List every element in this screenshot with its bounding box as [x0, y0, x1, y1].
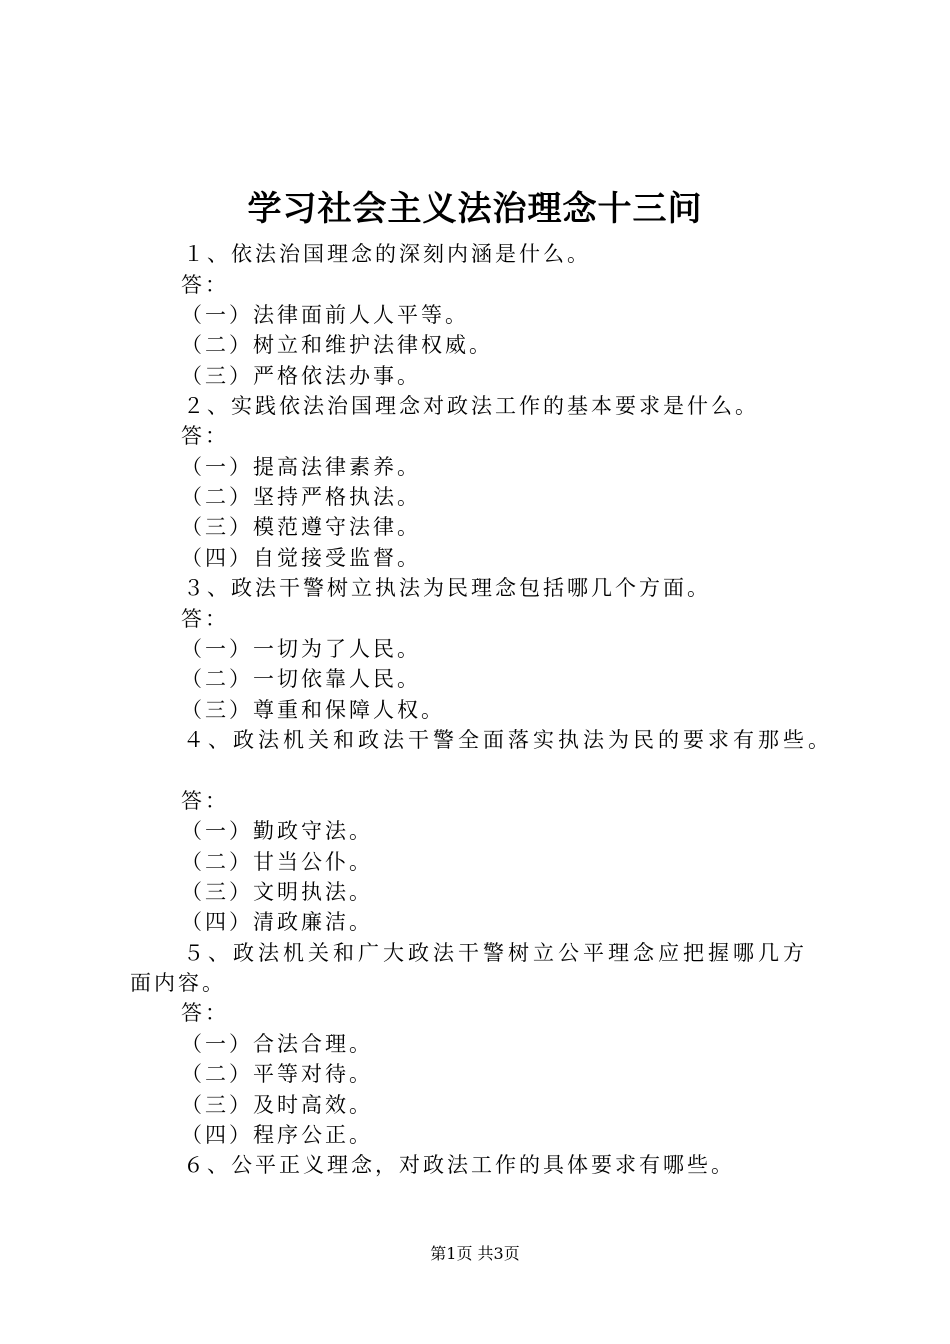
- question-6: ６、公平正义理念，对政法工作的具体要求有哪些。: [183, 1153, 735, 1177]
- answer-item: （三）尊重和保障人权。: [181, 698, 445, 722]
- question-1: １、依法治国理念的深刻内涵是什么。: [183, 242, 591, 266]
- answer-item: （三）文明执法。: [181, 880, 373, 904]
- page-title: 学习社会主义法治理念十三问: [247, 189, 703, 229]
- question-5-continued: 面内容。: [130, 971, 226, 995]
- answer-item: （二）坚持严格执法。: [181, 485, 421, 509]
- answer-item: （二）树立和维护法律权威。: [181, 333, 493, 357]
- answer-label-5: 答：: [181, 1001, 229, 1025]
- answer-item: （四）程序公正。: [181, 1123, 373, 1147]
- answer-item: （一）合法合理。: [181, 1032, 373, 1056]
- answer-item: （三）严格依法办事。: [181, 364, 421, 388]
- answer-item: （一）一切为了人民。: [181, 637, 421, 661]
- answer-item: （三）模范遵守法律。: [181, 515, 421, 539]
- answer-label-1: 答：: [181, 273, 229, 297]
- answer-item: （一）勤政守法。: [181, 819, 373, 843]
- answer-label-4: 答：: [181, 789, 229, 813]
- question-3: ３、政法干警树立执法为民理念包括哪几个方面。: [183, 576, 711, 600]
- answer-item: （三）及时高效。: [181, 1093, 373, 1117]
- answer-item: （二）平等对待。: [181, 1062, 373, 1086]
- answer-item: （二）甘当公仆。: [181, 850, 373, 874]
- page-footer: 第1页 共3页: [430, 1244, 520, 1263]
- answer-label-3: 答：: [181, 607, 229, 631]
- answer-item: （四）自觉接受监督。: [181, 546, 421, 570]
- answer-item: （四）清政廉洁。: [181, 910, 373, 934]
- answer-label-2: 答：: [181, 424, 229, 448]
- question-5: ５、政法机关和广大政法干警树立公平理念应把握哪几方: [183, 941, 808, 965]
- question-2: ２、实践依法治国理念对政法工作的基本要求是什么。: [183, 394, 759, 418]
- answer-item: （一）提高法律素养。: [181, 455, 421, 479]
- answer-item: （一）法律面前人人平等。: [181, 303, 469, 327]
- question-4: ４、政法机关和政法干警全面落实执法为民的要求有那些。: [183, 728, 833, 752]
- answer-item: （二）一切依靠人民。: [181, 667, 421, 691]
